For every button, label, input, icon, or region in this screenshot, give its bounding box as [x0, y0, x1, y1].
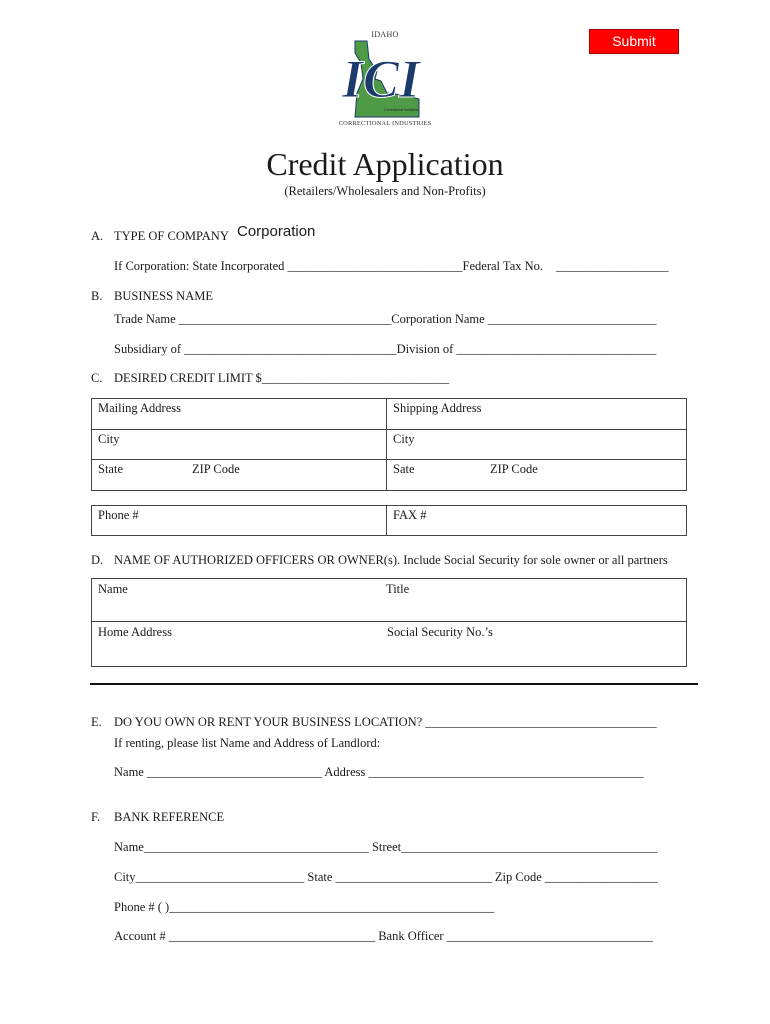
section-d-letter: D.: [91, 553, 104, 567]
city-left-cell[interactable]: City: [98, 432, 120, 446]
fax-cell[interactable]: FAX #: [393, 508, 427, 522]
ici-logo: [333, 19, 437, 129]
landlord-name-address-line[interactable]: Name ____________________________ Address ____________________________________________: [114, 765, 644, 779]
address-row-divider-2: [91, 459, 687, 460]
bank-city-state-zip-line[interactable]: City___________________________ State _________________________ Zip Code __________________: [114, 870, 658, 884]
logo-bottom-text: CORRECTIONAL INDUSTRIES: [338, 120, 432, 127]
section-c-letter: C.: [91, 371, 103, 385]
subsidiary-line[interactable]: Subsidiary of __________________________________Division of ________________________________: [114, 342, 657, 356]
type-of-company-field[interactable]: Corporation: [237, 223, 316, 240]
home-address-cell[interactable]: Home Address: [98, 625, 172, 639]
section-b-letter: B.: [91, 289, 103, 303]
officers-label: NAME OF AUTHORIZED OFFICERS OR OWNER(s). Include Social Security for sole owner or all partners: [114, 553, 668, 567]
federal-tax-field[interactable]: __________________: [556, 259, 669, 273]
bank-phone-line[interactable]: Phone # ( )____________________________________________________: [114, 900, 495, 914]
phone-fax-table: [91, 505, 687, 536]
logo-map-text: Correctional Industries: [384, 108, 420, 112]
page-subtitle: (Retailers/Wholesalers and Non-Profits): [284, 184, 486, 198]
section-f-letter: F.: [91, 810, 101, 824]
credit-limit-line[interactable]: DESIRED CREDIT LIMIT $______________________________: [114, 371, 450, 385]
state-left-cell[interactable]: State: [98, 462, 123, 476]
phone-cell[interactable]: Phone #: [98, 508, 139, 522]
state-incorporated-label: If Corporation: State Incorporated ____________________________Federal Tax No.: [114, 259, 544, 273]
trade-name-line[interactable]: Trade Name __________________________________Corporation Name ___________________________: [114, 312, 657, 326]
bank-name-street-line[interactable]: Name____________________________________ Street_________________________________________: [114, 840, 658, 854]
section-divider: [90, 683, 698, 685]
zip-right-cell[interactable]: ZIP Code: [490, 462, 538, 476]
shipping-address-cell[interactable]: Shipping Address: [393, 401, 482, 415]
address-table-divider: [386, 398, 387, 491]
phone-fax-divider: [386, 505, 387, 536]
type-of-company-label: TYPE OF COMPANY: [114, 229, 229, 243]
ssn-cell[interactable]: Social Security No.’s: [387, 625, 493, 639]
officer-title-cell[interactable]: Title: [386, 582, 410, 596]
address-row-divider-1: [91, 429, 687, 430]
bank-reference-label: BANK REFERENCE: [114, 810, 225, 824]
city-right-cell[interactable]: City: [393, 432, 415, 446]
submit-button[interactable]: Submit: [589, 29, 679, 54]
idaho-map-icon: [333, 19, 437, 129]
bank-account-line[interactable]: Account # _________________________________ Bank Officer _________________________________: [114, 929, 653, 943]
section-a-letter: A.: [91, 229, 104, 243]
zip-left-cell[interactable]: ZIP Code: [192, 462, 240, 476]
renting-instruction: If renting, please list Name and Address of Landlord:: [114, 736, 381, 750]
page-title: Credit Application: [266, 146, 504, 182]
business-name-label: BUSINESS NAME: [114, 289, 213, 303]
logo-letters: ICI: [341, 49, 421, 109]
mailing-address-cell[interactable]: Mailing Address: [98, 401, 181, 415]
logo-top-text: IDAHO: [371, 30, 399, 39]
own-rent-line[interactable]: DO YOU OWN OR RENT YOUR BUSINESS LOCATION? _____________________________________: [114, 715, 657, 729]
officers-row-divider: [91, 621, 687, 622]
officer-name-cell[interactable]: Name: [98, 582, 128, 596]
state-right-cell[interactable]: Sate: [393, 462, 415, 476]
section-e-letter: E.: [91, 715, 102, 729]
